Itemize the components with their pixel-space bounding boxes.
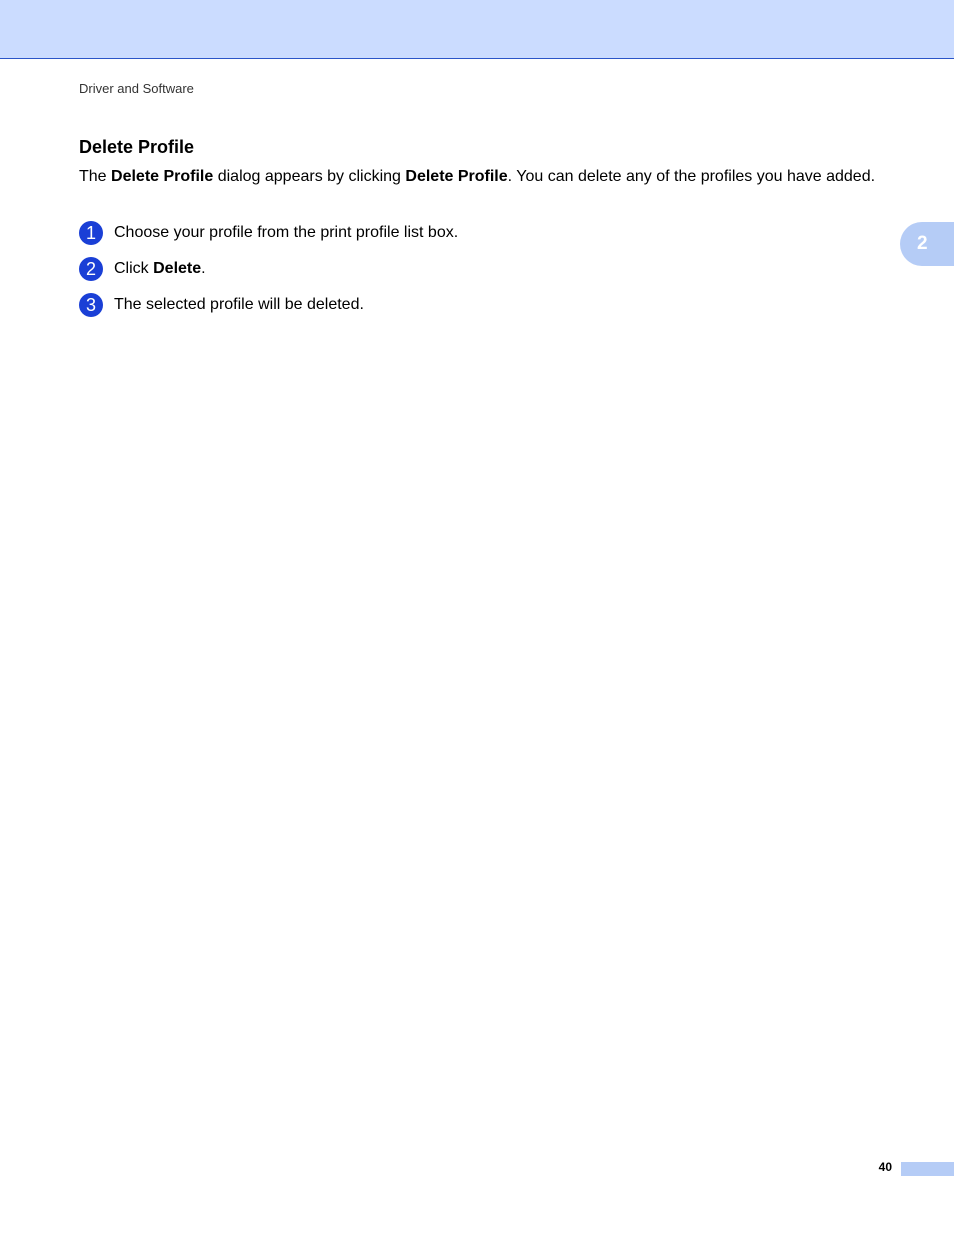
intro-bold-1: Delete Profile — [111, 168, 214, 185]
step-number-badge: 2 — [79, 257, 103, 281]
footer-band — [901, 1162, 954, 1176]
step-text: Choose your profile from the print profile list box. — [114, 224, 459, 241]
step-text — [114, 260, 206, 278]
step-number-badge: 1 — [79, 221, 103, 245]
intro-text-3: . You can delete any of the profiles you have added. — [507, 168, 876, 185]
step-bold: Delete — [153, 260, 202, 277]
intro-text-1: The — [79, 168, 112, 185]
step-text: The selected profile will be deleted. — [114, 296, 364, 313]
step-number-badge: 3 — [79, 293, 103, 317]
header-band — [0, 0, 954, 59]
step-text-before: Click — [114, 260, 154, 277]
intro-bold-2: Delete Profile — [405, 168, 508, 185]
page-number: 40 — [878, 1160, 892, 1174]
chapter-tab: 2 — [900, 222, 954, 266]
step-text-after: . — [201, 260, 206, 277]
section-title: Delete Profile — [79, 137, 195, 157]
intro-text-2: dialog appears by clicking — [213, 168, 406, 185]
intro-paragraph — [79, 167, 889, 187]
running-header: Driver and Software — [79, 81, 194, 96]
